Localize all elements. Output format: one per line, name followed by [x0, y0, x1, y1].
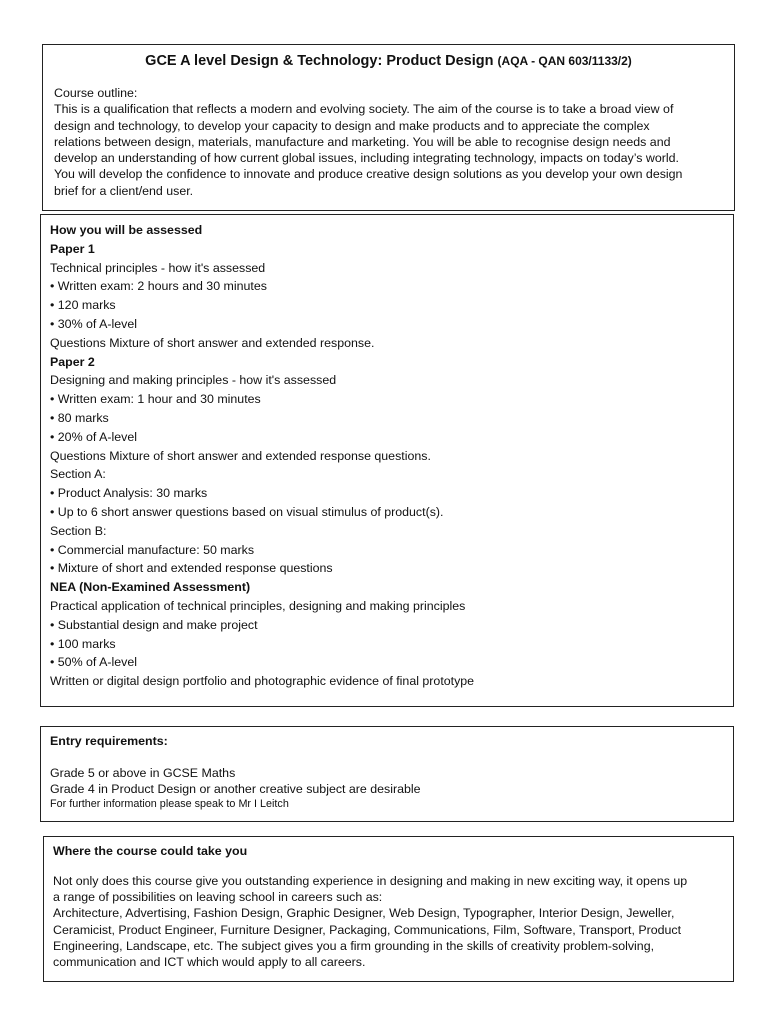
page-title: [54, 53, 723, 69]
outline-line: relations between design, materials, manufacture and marketing. You will be able to recognise design needs and: [54, 134, 671, 149]
outline-line: You will develop the confidence to innovate and produce creative design solutions as you develop your own design: [54, 167, 683, 182]
outline-line: This is a qualification that reflects a modern and evolving society. The aim of the course is to take a broad view of: [54, 102, 674, 117]
careers-line: communication and ICT which would apply to all careers.: [53, 955, 366, 970]
entry-line: Grade 4 in Product Design or another creative subject are desirable: [50, 782, 421, 797]
entry-heading: Entry requirements:: [50, 734, 168, 748]
paper2-bullet: • 20% of A-level: [50, 429, 137, 444]
paper2-bullet: • Written exam: 1 hour and 30 minutes: [50, 392, 261, 407]
outline-line: design and technology, to develop your capacity to design and make products and to appreciate the complex: [54, 118, 650, 133]
outline-line: develop an understanding of how current global issues, including integrating technology, impacts on today’s world.: [54, 151, 679, 166]
section-b-label: Section B:: [50, 523, 107, 538]
paper1-bullet: • Written exam: 2 hours and 30 minutes: [50, 279, 267, 294]
careers-line: Not only does this course give you outstanding experience in designing and making in new exciting way, it opens up: [53, 873, 688, 888]
careers-line: Engineering, Landscape, etc. The subject gives you a firm grounding in the skills of creativity problem-solving,: [53, 938, 655, 953]
nea-bullet: • 50% of A-level: [50, 655, 137, 670]
nea-title: NEA (Non-Examined Assessment): [50, 580, 251, 595]
careers-line: Ceramicist, Product Engineer, Furniture Designer, Packaging, Communications, Film, Software, Transport, Product: [53, 922, 682, 937]
paper2-questions: Questions Mixture of short answer and extended response questions.: [50, 448, 431, 463]
course-outline-label: Course outline:: [54, 86, 138, 100]
assessment-box: [40, 214, 734, 707]
careers-line: Architecture, Advertising, Fashion Design, Graphic Designer, Web Design, Typographer, Interior Design, Jeweller,: [53, 906, 675, 921]
nea-bullet: • Substantial design and make project: [50, 617, 258, 632]
entry-note: For further information please speak to Mr I Leitch: [50, 798, 289, 811]
careers-heading: Where the course could take you: [53, 844, 248, 858]
paper2-intro: Designing and making principles - how it's assessed: [50, 373, 337, 388]
paper2-bullet: • 80 marks: [50, 410, 109, 425]
paper1-bullet: • 120 marks: [50, 298, 116, 313]
entry-line: Grade 5 or above in GCSE Maths: [50, 765, 236, 780]
section-b-bullet: • Mixture of short and extended response questions: [50, 561, 333, 576]
paper1-bullet: • 30% of A-level: [50, 316, 137, 331]
paper2-title: Paper 2: [50, 354, 95, 369]
section-a-bullet: • Up to 6 short answer questions based on visual stimulus of product(s).: [50, 504, 444, 519]
careers-box: [43, 836, 734, 982]
paper1-questions: Questions Mixture of short answer and extended response.: [50, 335, 375, 350]
outline-line: brief for a client/end user.: [54, 183, 194, 198]
qualification-code: (AQA - QAN 603/1133/2): [497, 54, 632, 68]
careers-line: a range of possibilities on leaving school in careers such as:: [53, 890, 383, 905]
section-a-bullet: • Product Analysis: 30 marks: [50, 486, 208, 501]
section-b-bullet: • Commercial manufacture: 50 marks: [50, 542, 255, 557]
paper1-intro: Technical principles - how it's assessed: [50, 260, 266, 275]
nea-intro: Practical application of technical principles, designing and making principles: [50, 598, 466, 613]
course-outline-box: [42, 44, 735, 211]
paper1-title: Paper 1: [50, 241, 95, 256]
nea-evidence: Written or digital design portfolio and photographic evidence of final prototype: [50, 674, 475, 689]
title-text: GCE A level Design & Technology: Product Design: [145, 53, 494, 69]
assessment-heading: How you will be assessed: [50, 223, 203, 237]
nea-bullet: • 100 marks: [50, 636, 116, 651]
entry-requirements-box: [40, 726, 734, 822]
section-a-label: Section A:: [50, 467, 106, 482]
